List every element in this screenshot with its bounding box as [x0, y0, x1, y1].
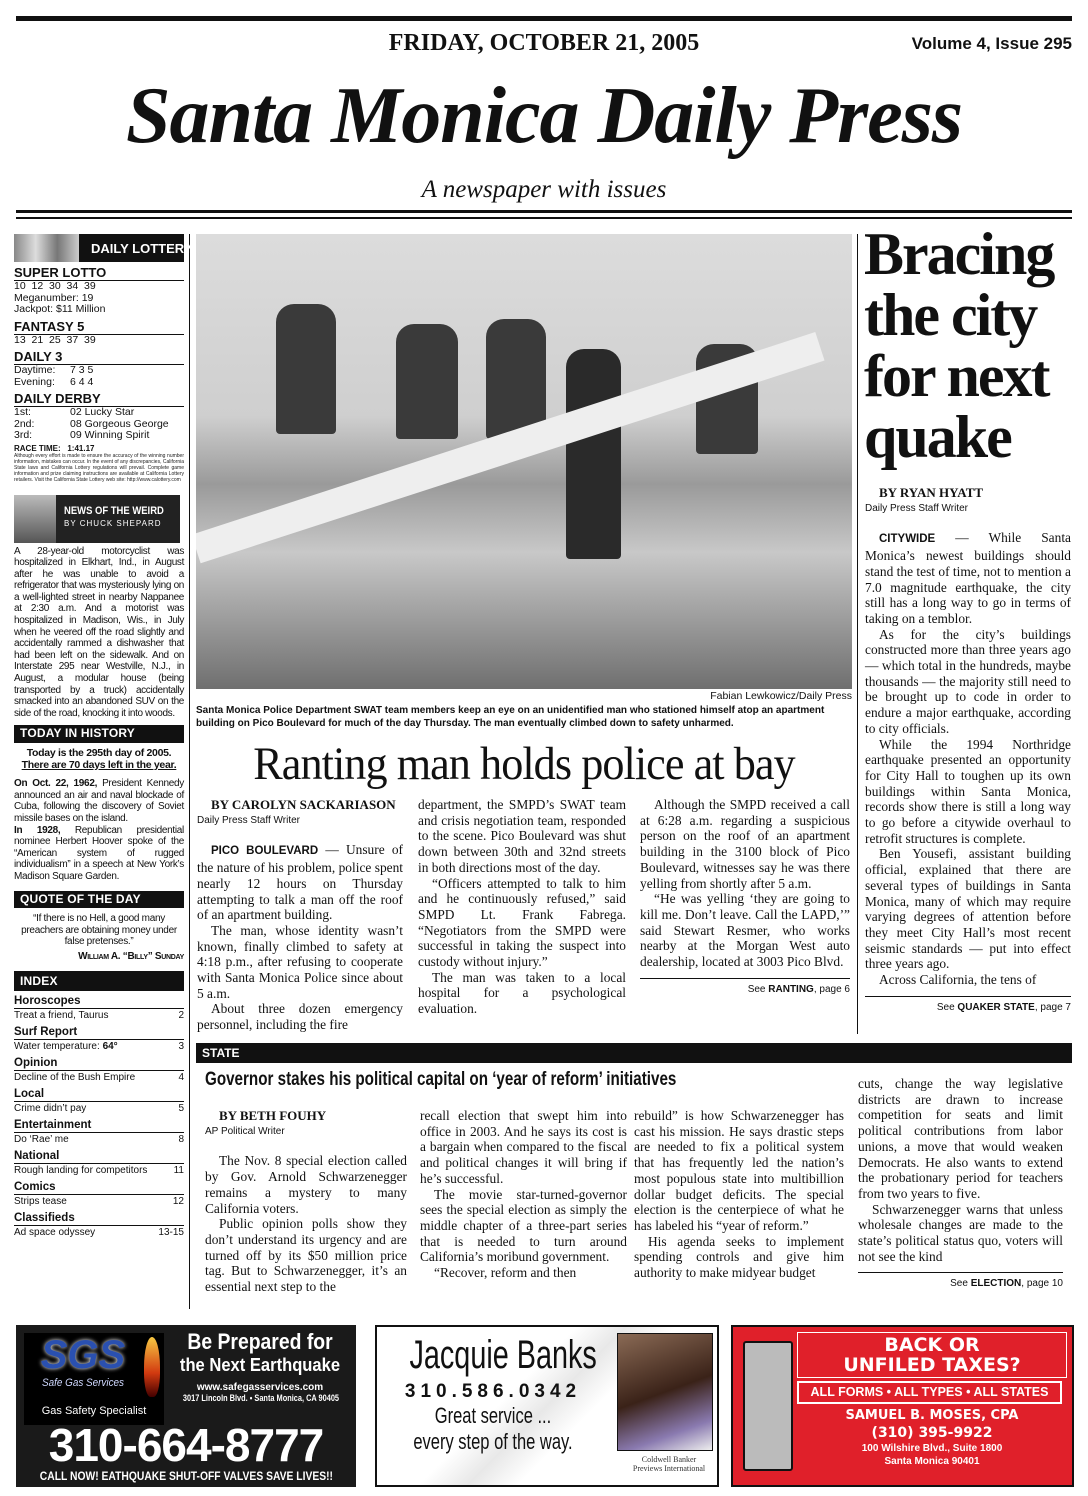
masthead-rule: [16, 210, 1072, 213]
history-title: TODAY IN HISTORY: [14, 725, 184, 743]
paragraph: [14, 778, 184, 824]
daily3-row: Evening: 6 4 4: [14, 375, 94, 388]
cpa-address: 100 Wilshire Blvd., Suite 1800: [861, 1443, 1003, 1454]
index-entry[interactable]: Strips tease 12: [14, 1195, 184, 1207]
byline: BY RYAN HYATT: [879, 485, 984, 500]
quote-author: William A. “Billy” Sunday: [78, 950, 184, 962]
headline-text[interactable]: Ranting man holds police at bay: [253, 738, 795, 790]
index-entry[interactable]: Water temperature: 64° 3: [14, 1040, 184, 1052]
index-section[interactable]: National: [14, 1150, 184, 1164]
index: [14, 971, 184, 1239]
index-entry[interactable]: Do ‘Rae’ me 8: [14, 1133, 184, 1145]
index-section[interactable]: Classifieds: [14, 1212, 184, 1226]
paragraph: The man was taken to a local hospital for a psychological evaluation.: [418, 969, 626, 1017]
sgs-headline: the Next Earthquake: [179, 1355, 341, 1375]
ad-tax-cpa[interactable]: [731, 1325, 1074, 1487]
tax-strip: ALL FORMS • ALL TYPES • ALL STATES: [797, 1381, 1062, 1404]
quake-article: [865, 485, 1071, 1014]
rant-column-1: [197, 797, 403, 1033]
fantasy5-numbers: 13 21 25 37 39: [14, 333, 96, 346]
weird-title: NEWS OF THE WEIRD: [64, 504, 164, 517]
paragraph: “Officers attempted to talk to him and he continuously refused,” said SMPD Lt. Frank Fabrega. “Negotiators from the SMPD were successful in taking the suspect into custody without injury.”: [418, 875, 626, 970]
paragraph-text: department, the SMPD’s SWAT team and crisis negotiation team, responded to the scene. Pico Boulevard was shut down between 30th and 32nd streets in both directions most of the day.: [418, 797, 626, 875]
tagline: A newspaper with issues: [421, 176, 667, 203]
column-divider: [857, 234, 858, 1034]
dateline-lead: In 1928,: [14, 824, 61, 836]
index-section[interactable]: Horoscopes: [14, 995, 184, 1009]
paragraph: His agenda seeks to implement spending controls and give him authority to make midyear budget: [634, 1233, 844, 1281]
headline-governor[interactable]: Governor stakes his political capital on ‘year of reform’ initiatives: [205, 1069, 677, 1090]
news-of-the-weird-header: [14, 495, 180, 543]
super-lotto-label: SUPER LOTTO: [14, 266, 184, 281]
ad-jacquie-banks[interactable]: [375, 1325, 719, 1487]
paragraph: About three dozen emergency personnel, including the fire: [197, 1001, 403, 1033]
section-bar-state: STATE: [196, 1043, 1072, 1063]
today-in-history: [14, 725, 184, 962]
super-lotto-numbers: 10 12 30 34 39: [14, 280, 96, 292]
column-divider: [189, 234, 190, 1309]
state-column-1: [205, 1108, 407, 1295]
dateline-lead: PICO BOULEVARD: [211, 845, 319, 858]
tax-headline: UNFILED TAXES?: [843, 1354, 1021, 1376]
lottery-header: [14, 234, 193, 262]
paragraph: [418, 797, 626, 876]
columnist-photo: [14, 495, 56, 543]
index-entry[interactable]: Decline of the Bush Empire 4: [14, 1071, 184, 1083]
left-column: [14, 234, 193, 1239]
cpa-name: SAMUEL B. MOSES, CPA: [845, 1408, 1019, 1423]
paragraph: “He was yelling ‘they are going to kill me. Don’t leave. Call the LAPD,’” said Stewart Resmer, who works nearby at the Morgan West auto dealership, located at 3003 Pico Blvd.: [640, 891, 850, 970]
quote-text: “If there is no Hell, a good many preachers are obtaining money under false pretenses.”: [21, 913, 177, 948]
volume-issue: Volume 4, Issue 295: [911, 34, 1072, 53]
index-entry[interactable]: Crime didn’t pay 5: [14, 1102, 184, 1114]
issue-date: FRIDAY, OCTOBER 21, 2005: [388, 30, 700, 56]
paragraph: The Nov. 8 special election called by Gov. Arnold Schwarzenegger remains a mystery to many California voters.: [205, 1153, 407, 1216]
masthead: Santa Monica Daily Press: [125, 72, 963, 160]
lottery-balls-image: [14, 234, 79, 262]
paragraph: “Recover, reform and then: [434, 1265, 577, 1281]
daily3-row: Daytime: 7 3 5: [14, 364, 94, 376]
staff-credit: AP Political Writer: [205, 1125, 285, 1137]
paragraph: Schwarzenegger warns that unless wholesale changes are made to the state’s political status quo, voters will not see the kind: [858, 1201, 1063, 1264]
lottery-title: DAILY LOTTERY: [91, 240, 193, 256]
paragraph: As for the city’s buildings constructed more than three years ago — which total in the hundreds, maybe thousands — the majority still need to be brought up to code in order to endure a major earthquake, according to city officials.: [865, 626, 1071, 736]
byline: BY CAROLYN SACKARIASON: [211, 797, 396, 812]
index-title: INDEX: [14, 971, 184, 991]
paragraph-text: — Unsure of the nature of his problem, police spent nearly 12 hours on Thursday attempting to talk a man off the roof of an apartment building.: [197, 842, 403, 923]
agent-slogan: Great service ...: [434, 1403, 552, 1428]
index-section[interactable]: Local: [14, 1088, 184, 1102]
cpa-address: Santa Monica 90401: [884, 1456, 980, 1467]
paragraph: [14, 825, 184, 883]
paragraph: [858, 1076, 1063, 1202]
state-column-3: [634, 1108, 844, 1281]
index-entry[interactable]: Rough landing for competitors 11: [14, 1164, 184, 1176]
agent-name: Jacquie Banks: [409, 1333, 597, 1377]
index-section[interactable]: Opinion: [14, 1057, 184, 1071]
state-column-2: [420, 1108, 627, 1281]
weird-byline: BY CHUCK SHEPARD: [64, 518, 162, 528]
staff-credit: Daily Press Staff Writer: [197, 814, 300, 826]
derby-row: 1st: 02 Lucky Star: [14, 406, 135, 418]
cpa-phone: (310) 395-9922: [871, 1425, 993, 1441]
rant-column-2: [418, 797, 626, 1017]
agent-phone: 310.586.0342: [404, 1381, 582, 1402]
daily-derby-label: DAILY DERBY: [14, 392, 184, 407]
daily-lottery: [14, 234, 193, 483]
paragraph: The movie star-turned-governor sees the special election as simply the middle chapter of a three-part series that is needed to turn around California’s moribund government.: [420, 1186, 627, 1265]
paragraph: Although the SMPD received a call at 6:28 a.m. regarding a suspicious person on the roof of an apartment building in the 3100 block of Pico Boulevard, witnesses say he was there yelling from shortly after 5 a.m.: [640, 797, 850, 891]
lead-photo: [196, 234, 852, 689]
sgs-url: www.safegasservices.com: [196, 1382, 324, 1393]
jump-link-ranting[interactable]: See RANTING, page 6: [640, 978, 850, 996]
index-section[interactable]: Comics: [14, 1181, 184, 1195]
paragraph: The man, whose identity wasn’t known, finally climbed to safety at 4:18 p.m., after refusing to cooperate with Santa Monica Police since about 5 a.m.: [197, 922, 403, 1001]
top-rule: [16, 16, 1072, 21]
coldwell-banker-logo: Coldwell Banker Previews International: [632, 1455, 706, 1473]
headline-ranting-man[interactable]: [196, 736, 852, 792]
sgs-phone: 310-664-8777: [48, 1419, 324, 1471]
sgs-cta: CALL NOW! EATHQUAKE SHUT-OFF VALVES SAVE LIVES!!: [39, 1469, 333, 1483]
derby-row: 3rd: 09 Winning Spirit: [14, 429, 150, 441]
race-time: RACE TIME: 1:41.17: [14, 443, 95, 453]
fantasy5-label: FANTASY 5: [14, 320, 184, 335]
masthead-rule: [16, 217, 1072, 219]
sgs-name: Safe Gas Services: [42, 1377, 124, 1389]
dateline: [16, 28, 1072, 60]
paragraph: While the 1994 Northridge earthquake presented an opportunity for City Hall to toughen up its own buildings within Santa Monica, records show there is still a long way to go before a citywide overhaul to retrofit structures is complete.: [865, 736, 1071, 846]
paragraph: [197, 842, 403, 923]
dateline-lead: CITYWIDE: [879, 533, 936, 546]
paragraph-text: President Kennedy announced an air and naval blockade of Cuba, following the discovery of Soviet missile bases on the island.: [14, 778, 184, 824]
weird-text: A 28-year-old motorcyclist was hospitalized in Elkhart, Ind., in August after he was unable to avoid a refrigerator that was mysteriously lying on a well-lighted street in nearby Nappanee at 2:30 a.m. And a motorist was hospitalized in Madison, Wis., in July when he veered off the road slightly and accidentally rammed a dishwasher that had been left on the sidewalk. And on Interstate 295 near Westville, N.J., in August, a modular house (being transported by a truck) accidentally smacked into an abandoned SUV on the side of the road, knocking it into woods.: [14, 545, 184, 719]
state-column-4: [858, 1076, 1063, 1290]
headline-bracing-quake[interactable]: Bracing the city for next quake: [864, 221, 1054, 470]
calculator-icon: [743, 1341, 793, 1471]
jump-link-election[interactable]: See ELECTION, page 10: [858, 1272, 1063, 1290]
jump-link-quake[interactable]: See QUAKER STATE, page 7: [865, 996, 1071, 1014]
agent-slogan: every step of the way.: [413, 1429, 573, 1454]
sgs-headline: Be Prepared for: [187, 1329, 333, 1354]
index-section[interactable]: Surf Report: [14, 1026, 184, 1040]
paragraph-text: — While Santa Monica’s newest buildings should stand the test of time, not to mention a 7.0 magnitude earthquake, the city still has a long way to go in terms of taking on a temblor.: [865, 530, 1071, 626]
jackpot: Jackpot: $11 Million: [14, 303, 106, 315]
paragraph-text: rebuild” is how Schwarzenegger has cast his mission. He says drastic steps are needed to fix a political system that has frequently led the nation’s most populous state into multibillion dollar budget deficits. The special election is the centerpiece of what he has labeled his “year of reform.”: [634, 1108, 844, 1233]
agent-photo: [617, 1333, 713, 1451]
paragraph: Public opinion polls show they don’t understand its urgency and are turned off by its $50 million price tag. But to Schwarzenegger, it’s an essential next step to the: [205, 1216, 407, 1295]
photo-caption: Santa Monica Police Department SWAT team members keep an eye on an unidentified man who stationed himself atop an apartment building on Pico Boulevard for much of the day Thursday. The man eventually climbed down to safety unharmed.: [196, 705, 825, 729]
tax-headline: BACK OR: [884, 1334, 980, 1356]
history-day-count: Today is the 295th day of 2005. There are 70 days left in the year.: [21, 747, 177, 771]
paragraph: [634, 1108, 844, 1234]
paragraph-text: Republican presidential nominee Herbert Hoover spoke of the “American system of rugged individualism” in a speech at New York’s Madison Square Garden.: [14, 824, 184, 882]
index-section[interactable]: Entertainment: [14, 1119, 184, 1133]
daily3-label: DAILY 3: [14, 350, 184, 365]
quote-title: QUOTE OF THE DAY: [14, 891, 184, 909]
index-entry[interactable]: Treat a friend, Taurus 2: [14, 1009, 184, 1021]
staff-credit: Daily Press Staff Writer: [865, 502, 968, 514]
history-items: [14, 778, 184, 882]
flame-icon: [144, 1337, 160, 1397]
paragraph: Across California, the tens of: [879, 972, 1037, 988]
derby-row: 2nd: 08 Gorgeous George: [14, 417, 169, 430]
rant-column-3: [640, 797, 850, 996]
paragraph-text: recall election that swept him into office in 2003. And he says its cost is a bargain when compared to the fiscal and political changes it will bring if he’s successful.: [420, 1108, 627, 1186]
byline: BY BETH FOUHY: [219, 1108, 327, 1123]
photo-credit: Fabian Lewkowicz/Daily Press: [710, 690, 852, 702]
dateline-lead: On Oct. 22, 1962,: [14, 778, 98, 790]
ad-safe-gas-services[interactable]: [16, 1325, 356, 1487]
paragraph: [865, 530, 1071, 626]
sgs-tag: Gas Safety Specialist: [41, 1405, 147, 1417]
paragraph: [420, 1108, 627, 1187]
sgs-address: 3017 Lincoln Blvd. • Santa Monica, CA 90405: [182, 1393, 340, 1403]
paragraph: Ben Yousefi, assistant building official, explained that there are several types of buildings in Santa Monica, many of which may require varying degrees of attention before they meet City Hall’s most recent seismic standards — put into effect three years ago.: [865, 846, 1071, 972]
meganumber: Meganumber: 19: [14, 291, 94, 304]
paragraph-text: cuts, change the way legislative districts are drawn to increase competition for seats and limit political contributions from labor unions, a move that would weaken Democrats. He also wants to extend the probationary period for teachers from two years to five.: [858, 1076, 1063, 1201]
index-entry[interactable]: Ad space odyssey 13-15: [14, 1226, 184, 1238]
lottery-disclaimer: Although every effort is made to ensure the accuracy of the winning number information, mistakes can occur. In the event of any discrepancies, California State laws and California Lottery regulations will prevail. Complete game information and prize claiming instructions are available at California Lottery retailers. Visit the California State Lottery web site: http://www.calottery.com: [14, 452, 184, 483]
sgs-logo: SGS: [40, 1333, 126, 1377]
